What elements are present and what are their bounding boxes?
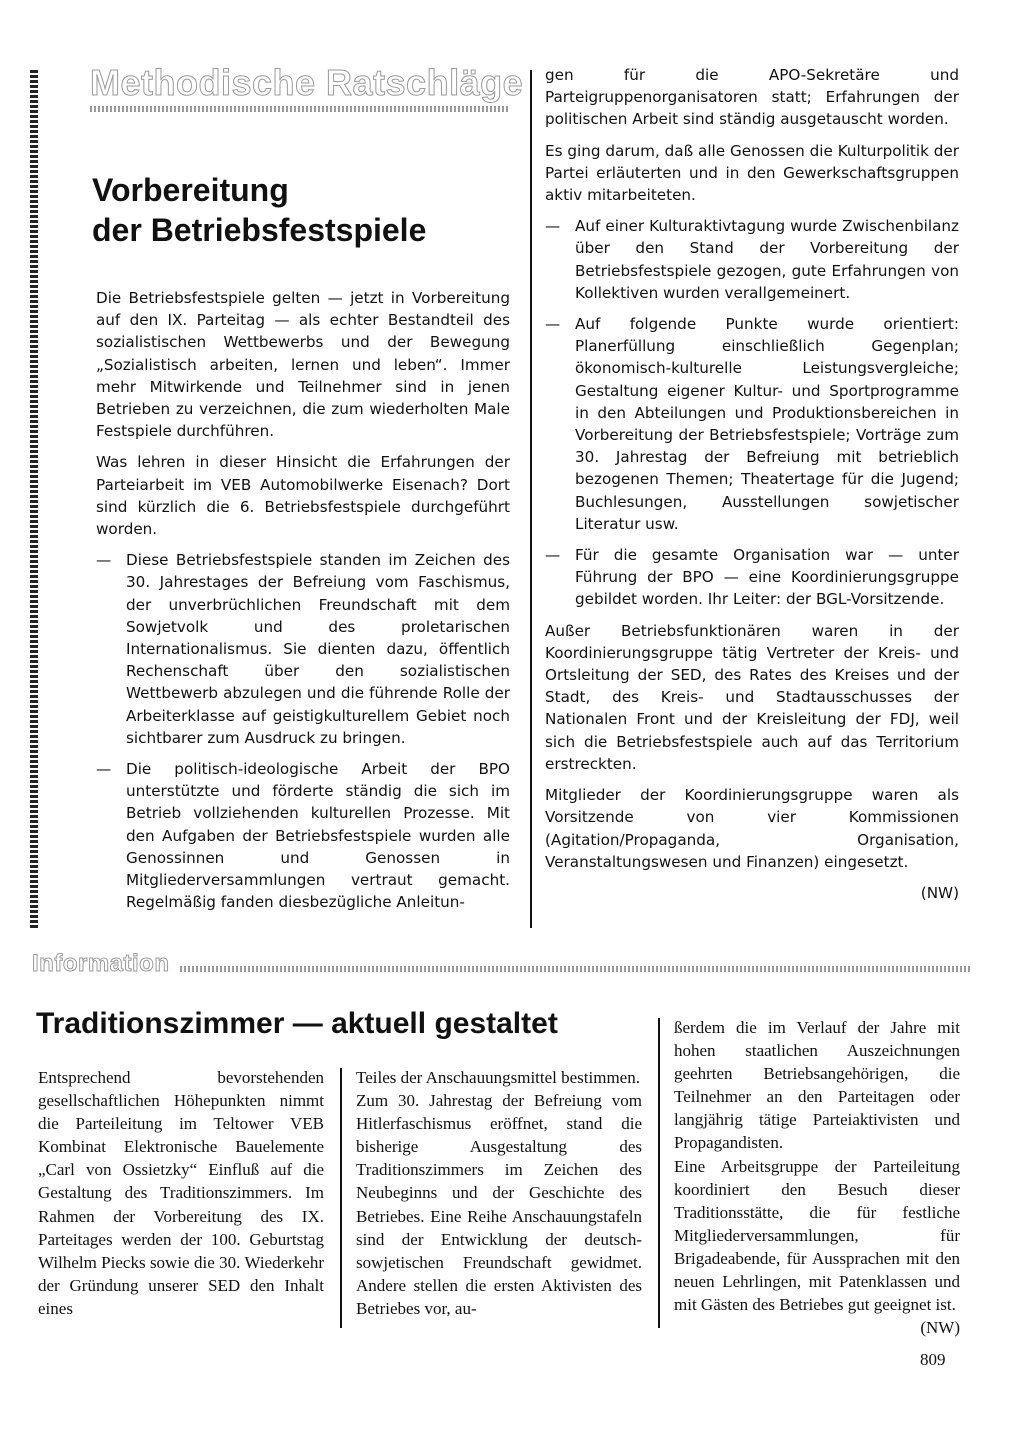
article-column-3 bbox=[674, 1016, 960, 1339]
dash-bullet: — bbox=[96, 760, 112, 779]
article-column-2 bbox=[356, 1066, 642, 1320]
article-title-betriebsfestspiele bbox=[92, 170, 426, 250]
paragraph-continued: gen für die APO-Sekretäre und Parteigruppenorganisatoren statt; Erfahrungen der politischen Arbeit sind ständig ausgetauscht worden. bbox=[545, 66, 959, 129]
author-signature: (NW) bbox=[920, 1318, 960, 1338]
article-column-left bbox=[96, 287, 510, 922]
section-label-underline bbox=[180, 966, 970, 972]
list-item-text: Diese Betriebsfestspiele standen im Zeichen des 30. Jahrestages der Befreiung vom Faschismus, der unverbrüchlichen Freundschaft mit dem Sowjetvolk und des proletarischen Internationalismus. Sie dienten dazu, öffentlich Rechenschaft über den sozialistischen Wettbewerb abzulegen und die führende Rolle der Arbeiterklasse auf geistigkulturellem Gebiet noch sichtbarer zum Ausdruck zu bringen. bbox=[126, 551, 510, 747]
list-item bbox=[545, 215, 959, 304]
paragraph-continued: ßerdem die im Verlauf der Jahre mit hohen staatlichen Auszeichnungen geehrten Betriebsangehörigen, die Teilnehmer an den Parteitagen oder langjährig tätige Parteiaktivisten und Propagandisten. bbox=[674, 1018, 960, 1153]
list-item-text: Für die gesamte Organisation war — unter Führung der BPO — eine Koordinierungsgruppe gebildet worden. Ihr Leiter: der BGL-Vorsitzende. bbox=[575, 546, 959, 609]
dash-bullet: — bbox=[96, 551, 112, 570]
article-title-traditionszimmer: Traditionszimmer — aktuell gestaltet bbox=[36, 1007, 558, 1040]
column-divider bbox=[658, 1018, 660, 1328]
paragraph: Teiles der Anschauungsmittel bestimmen. bbox=[356, 1068, 640, 1087]
dash-bullet: — bbox=[545, 546, 561, 565]
dash-bullet: — bbox=[545, 217, 561, 236]
list-item bbox=[545, 313, 959, 535]
section-label-underline bbox=[90, 106, 510, 112]
article-column-right bbox=[545, 64, 959, 913]
section-label-information: Information bbox=[32, 950, 170, 977]
paragraph: Außer Betriebsfunktionären waren in der Koordinierungsgruppe tätig Vertreter der Kreis- und Ortsleitung der SED, des Rates des Kreises und der Stadt, des Kreis- und Stadtausschusses der Nationalen Front und der Kreisleitung der FDJ, weil sich die Betriebsfestspiele auch auf das Territorium erstreckten. bbox=[545, 621, 959, 773]
title-line-2: der Betriebsfestspiele bbox=[92, 212, 427, 248]
paragraph: Was lehren in dieser Hinsicht die Erfahrungen der Parteiarbeit im VEB Automobilwerke Eisenach? Dort sind kürzlich die 6. Betriebsfestspiele durchgeführt worden. bbox=[96, 453, 510, 539]
list-item-text: Die politisch-ideologische Arbeit der BPO unterstützte und förderte ständig die sich im Betrieb vollziehenden kulturellen Prozesse. Mit den Aufgaben der Betriebsfestspiele wurden alle Genossinnen und Genossen in Mitgliederversammlungen vertraut gemacht. Regelmäßig fanden diesbezügliche Anleitun- bbox=[126, 760, 510, 912]
paragraph: Es ging darum, daß alle Genossen die Kulturpolitik der Partei erläuterten und in den Gewerkschaftsgruppen aktiv mitarbeiteten. bbox=[545, 141, 959, 205]
list-item bbox=[96, 549, 510, 749]
list-item-text: Auf einer Kulturaktivtagung wurde Zwischenbilanz über den Stand der Vorbereitung der Betriebsfestspiele gezogen, gute Erfahrungen von Kollektiven wurden verallgemeinert. bbox=[575, 217, 959, 302]
list-item bbox=[96, 758, 510, 913]
article-column-1 bbox=[38, 1066, 324, 1320]
dash-bullet: — bbox=[545, 315, 561, 334]
paragraph: Die Betriebsfestspiele gelten — jetzt in Vorbereitung auf den IX. Parteitag — als echter Bestandteil des sozialistischen Wettbewerbs und der Bewegung „Sozialistisch arbeiten, lernen und leben“. Immer mehr Mitwirkende und Teilnehmer sind in jenen Betrieben zu verzeichnen, die zum wiederholten Male Festspiele durchführen. bbox=[96, 289, 510, 441]
column-divider bbox=[340, 1068, 342, 1328]
paragraph: Zum 30. Jahrestag der Befreiung vom Hitlerfaschismus eröffnet, stand die bisherige Ausgestaltung des Traditionszimmers im Zeichen des Neubeginns und der Geschichte des Betriebes. Eine Reihe Anschauungstafeln sind der Entwicklung der deutsch-sowjetischen Freundschaft gewidmet. Andere stellen die ersten Aktivisten des Betriebes vor, au- bbox=[356, 1091, 642, 1318]
list-item-text: Auf folgende Punkte wurde orientiert: Planerfüllung einschließlich Gegenplan; ökonomisch-kulturelle Leistungsvergleiche; Gestaltung eigener Kultur- und Sportprogramme in den Abteilungen und Produktionsbereichen in Vorbereitung der Betriebsfestspiele; Vorträge zum 30. Jahrestag der Befreiung mit betrieblich bezogenen Themen; Theatertage für die Jugend; Buchlesungen, Ausstellungen sowjetischer Literatur usw. bbox=[575, 315, 959, 533]
paragraph: Eine Arbeitsgruppe der Parteileitung koordiniert den Besuch dieser Traditionsstätte, die für festliche Mitgliederversammlungen, für Brigadeabende, für Aussprachen mit den neuen Lehrlingen, mit Patenklassen und mit Gästen des Betriebes gut geeignet ist. bbox=[674, 1156, 960, 1315]
paragraph: Mitglieder der Koordinierungsgruppe waren als Vorsitzende von vier Kommissionen (Agitation/Propaganda, Organisation, Veranstaltungswesen und Finanzen) eingesetzt. bbox=[545, 786, 959, 871]
author-signature: (NW) bbox=[920, 883, 959, 902]
paragraph: Entsprechend bevorstehenden gesellschaftlichen Höhepunkten nimmt die Parteileitung im Teltower VEB Kombinat Elektronische Bauelemente „Carl von Ossietzky“ Einfluß auf die Gestaltung des Traditionszimmers. Im Rahmen der Vorbereitung des IX. Parteitages werden der 100. Geburtstag Wilhelm Piecks sowie die 30. Wiederkehr der Gründung unserer SED den Inhalt eines bbox=[38, 1068, 324, 1318]
page-number: 809 bbox=[920, 1350, 946, 1369]
title-line-1: Vorbereitung bbox=[92, 172, 289, 208]
list-item bbox=[545, 544, 959, 611]
column-divider bbox=[530, 70, 532, 928]
dotted-margin-rule bbox=[30, 70, 38, 930]
section-label-methodische: Methodische Ratschläge bbox=[90, 62, 524, 103]
